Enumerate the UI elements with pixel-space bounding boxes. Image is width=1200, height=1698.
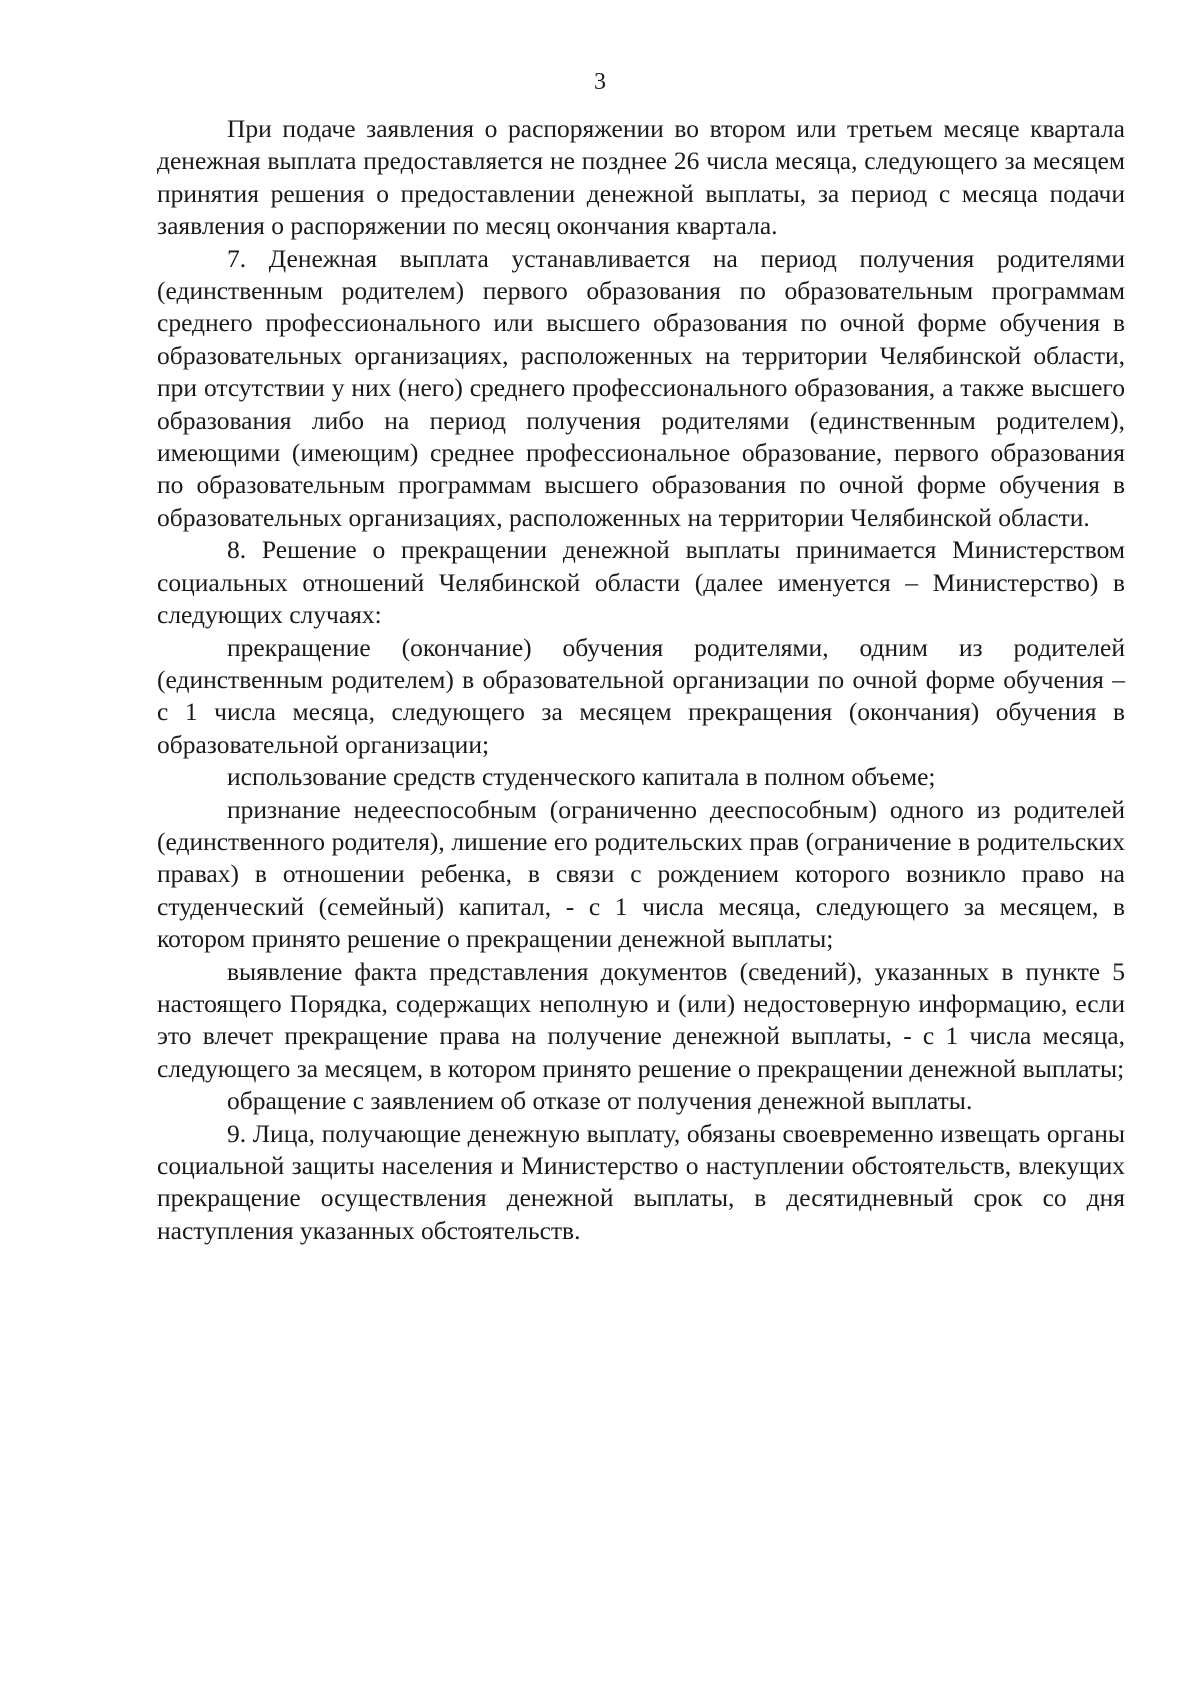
document-body xyxy=(157,113,1125,1247)
paragraph-clause-8: 8. Решение о прекращении денежной выплаты принимается Министерством социальных отношений Челябинской области (далее именуется – Министерство) в следующих случаях: xyxy=(157,535,1125,630)
list-item-refusal: обращение с заявлением об отказе от получения денежной выплаты. xyxy=(227,1086,973,1116)
list-item-capital-used: использование средств студенческого капитала в полном объеме; xyxy=(227,762,936,792)
paragraph-payment-period: При подаче заявления о распоряжении во втором или третьем месяце квартала денежная выплата предоставляется не позднее 26 числа месяца, следующего за месяцем принятия решения о предоставлении денежной выплаты, за период с месяца подачи заявления о распоряжении по месяц окончания квартала. xyxy=(157,114,1125,241)
list-item-incapacity: признание недееспособным (ограниченно дееспособным) одного из родителей (единственного родителя), лишение его родительских прав (ограничение в родительских правах) в отношении ребенка, в связи с рождением которого возникло право на студенческий (семейный) капитал, - с 1 числа месяца, следующего за месяцем, в котором принято решение о прекращении денежной выплаты; xyxy=(157,794,1125,954)
list-item-termination-of-study: прекращение (окончание) обучения родителями, одним из родителей (единственным родителем) в образовательной организации по очной форме обучения – с 1 числа месяца, следующего за месяцем прекращения (окончания) обучения в образовательной организации; xyxy=(157,632,1125,759)
paragraph-clause-7: 7. Денежная выплата устанавливается на период получения родителями (единственным родителем) первого образования по образовательным программам среднего профессионального или высшего образования по очной форме обучения в образовательных организациях, расположенных на территории Челябинской области, при отсутствии у них (него) среднего профессионального образования, а также высшего образования либо на период получения родителями (единственным родителем), имеющими (имеющим) среднее профессиональное образование, первого образования по образовательным программам высшего образования по очной форме обучения в образовательных организациях, расположенных на территории Челябинской области. xyxy=(157,243,1125,532)
list-item-false-documents: выявление факта представления документов (сведений), указанных в пункте 5 настоящего Порядка, содержащих неполную и (или) недостоверную информацию, если это влечет прекращение права на получение денежной выплаты, - с 1 числа месяца, следующего за месяцем, в котором принято решение о прекращении денежной выплаты; xyxy=(157,956,1125,1083)
paragraph-clause-9: 9. Лица, получающие денежную выплату, обязаны своевременно извещать органы социальной защиты населения и Министерство о наступлении обстоятельств, влекущих прекращение осуществления денежной выплаты, в десятидневный срок со дня наступления указанных обстоятельств. xyxy=(157,1118,1125,1245)
page-number: 3 xyxy=(594,69,606,95)
